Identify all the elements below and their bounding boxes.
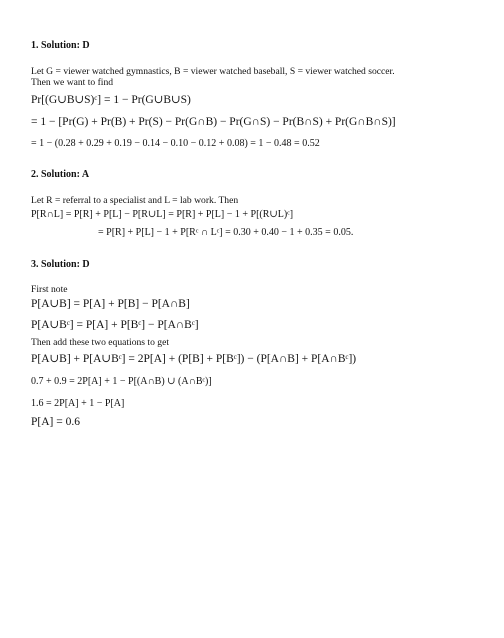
solution-3-mid-text: Then add these two equations to get [31,337,170,348]
solution-3-intro: First note [31,284,68,295]
solution-3-equation-3: P[A∪B] + P[A∪Bᶜ] = 2P[A] + (P[B] + P[Bᶜ]) − (P[A∩B] + P[A∩Bᶜ]) [31,353,357,365]
solution-3-equation-6: P[A] = 0.6 [31,416,80,428]
solution-1-equation-1: Pr[(G∪B∪S)ᶜ] = 1 − Pr(G∪B∪S) [31,94,191,106]
solution-1-header: 1. Solution: D [31,40,90,51]
solution-3-equation-2: P[A∪Bᶜ] = P[A] + P[Bᶜ] − P[A∩Bᶜ] [31,319,199,331]
solution-2-equation-2: = P[R] + P[L] − 1 + P[Rᶜ ∩ Lᶜ] = 0.30 + 0.40 − 1 + 0.35 = 0.05. [98,227,354,238]
solution-3-equation-4: 0.7 + 0.9 = 2P[A] + 1 − P[(A∩B) ∪ (A∩Bᶜ)] [31,376,212,387]
solution-3-header: 3. Solution: D [31,259,90,270]
solution-1-intro-line-2: Then we want to find [31,77,114,88]
solution-1-equation-2: = 1 − [Pr(G) + Pr(B) + Pr(S) − Pr(G∩B) − Pr(G∩S) − Pr(B∩S) + Pr(G∩B∩S)] [31,116,396,128]
solution-1-intro-line-1: Let G = viewer watched gymnastics, B = viewer watched baseball, S = viewer watched soccer. [31,66,395,77]
solution-2-equation-1: P[R∩L] = P[R] + P[L] − P[R∪L] = P[R] + P[L] − 1 + P[(R∪L)ᶜ] [31,209,294,220]
solution-3-equation-5: 1.6 = 2P[A] + 1 − P[A] [31,398,125,409]
solution-3-equation-1: P[A∪B] = P[A] + P[B] − P[A∩B] [31,298,190,310]
solution-2-intro: Let R = referral to a specialist and L = lab work. Then [31,195,239,206]
solution-2-header: 2. Solution: A [31,169,90,180]
solution-1-equation-3: = 1 − (0.28 + 0.29 + 0.19 − 0.14 − 0.10 − 0.12 + 0.08) = 1 − 0.48 = 0.52 [31,138,320,149]
